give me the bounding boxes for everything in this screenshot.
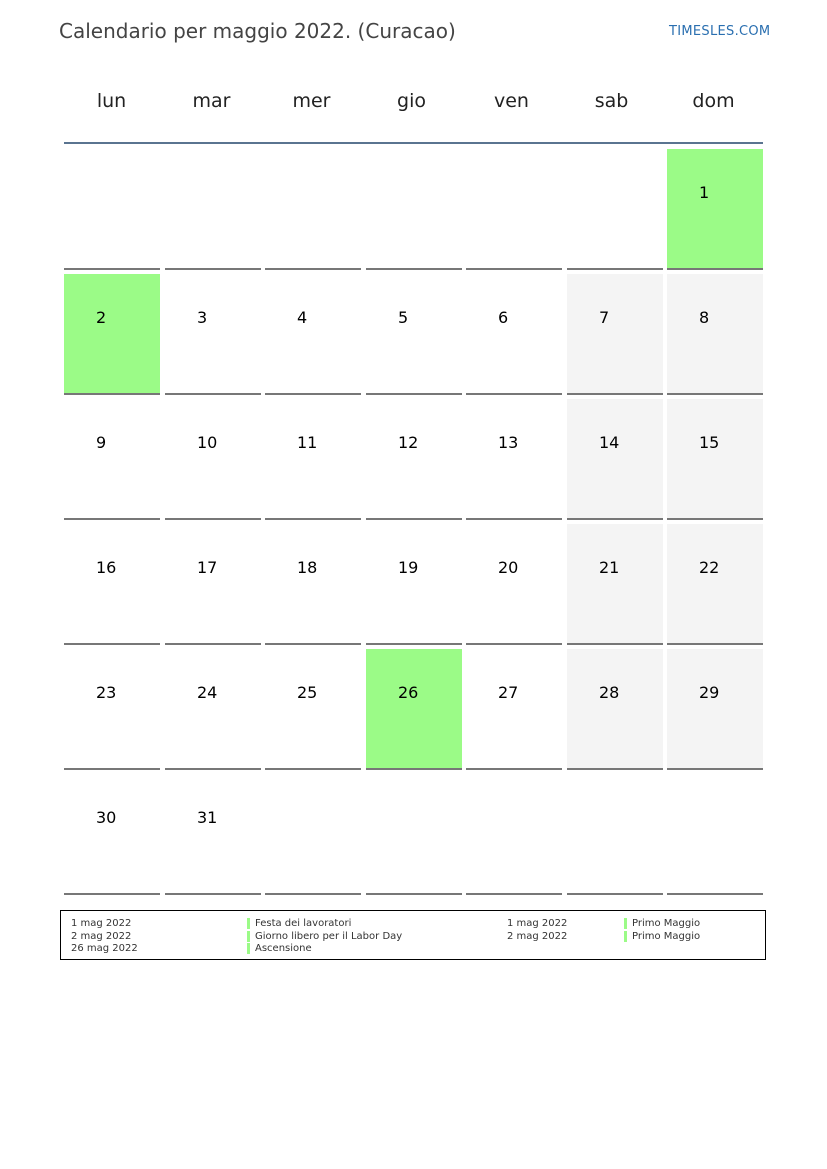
- weekday-label: dom: [692, 90, 735, 112]
- day-number: 7: [599, 308, 610, 327]
- legend-date: 1 mag 2022: [71, 918, 132, 929]
- legend-holiday-name: Festa dei lavoratori: [247, 917, 351, 930]
- day-cell[interactable]: [567, 399, 663, 520]
- day-cell[interactable]: [567, 274, 663, 395]
- legend-holiday-name: Giorno libero per il Labor Day: [247, 930, 402, 943]
- day-cell: [466, 149, 562, 270]
- day-number: 24: [197, 683, 218, 702]
- day-number: 19: [398, 558, 419, 577]
- legend-holiday-name: Primo Maggio: [624, 917, 700, 930]
- day-number: 26: [398, 683, 419, 702]
- day-number: 11: [297, 433, 318, 452]
- weekday-label: mar: [192, 90, 231, 112]
- day-number: 1: [699, 183, 710, 202]
- day-number: 21: [599, 558, 620, 577]
- day-cell[interactable]: [64, 399, 160, 520]
- day-number: 8: [699, 308, 710, 327]
- day-number: 5: [398, 308, 409, 327]
- legend-date: 2 mag 2022: [71, 931, 132, 942]
- day-number: 16: [96, 558, 117, 577]
- weekday-label: lun: [96, 90, 127, 112]
- day-number: 20: [498, 558, 519, 577]
- day-cell: [366, 149, 462, 270]
- calendar-grid: [64, 149, 763, 895]
- day-cell[interactable]: [466, 399, 562, 520]
- day-cell[interactable]: [265, 649, 361, 770]
- day-number: 15: [699, 433, 720, 452]
- day-cell[interactable]: [366, 399, 462, 520]
- day-cell[interactable]: [64, 524, 160, 645]
- legend-date: 26 mag 2022: [71, 943, 138, 954]
- day-number: 10: [197, 433, 218, 452]
- day-cell[interactable]: [366, 524, 462, 645]
- day-number: 22: [699, 558, 720, 577]
- day-cell[interactable]: [165, 274, 261, 395]
- day-cell[interactable]: [667, 649, 763, 770]
- day-cell[interactable]: [366, 649, 462, 770]
- day-number: 6: [498, 308, 509, 327]
- day-cell[interactable]: [165, 524, 261, 645]
- brand-link[interactable]: TIMESLES.COM: [669, 24, 771, 39]
- day-cell: [366, 774, 462, 895]
- day-cell[interactable]: [667, 524, 763, 645]
- day-cell[interactable]: [366, 274, 462, 395]
- day-cell[interactable]: [165, 774, 261, 895]
- day-cell[interactable]: [265, 399, 361, 520]
- day-number: 3: [197, 308, 208, 327]
- day-number: 30: [96, 808, 117, 827]
- day-cell[interactable]: [466, 649, 562, 770]
- day-number: 2: [96, 308, 107, 327]
- weekday-label: sab: [594, 90, 629, 112]
- day-number: 23: [96, 683, 117, 702]
- day-cell[interactable]: [165, 399, 261, 520]
- day-number: 25: [297, 683, 318, 702]
- day-cell: [466, 774, 562, 895]
- weekday-header-row: [64, 90, 763, 118]
- weekday-label: mer: [292, 90, 331, 112]
- day-number: 13: [498, 433, 519, 452]
- day-number: 14: [599, 433, 620, 452]
- day-cell: [567, 149, 663, 270]
- day-cell[interactable]: [667, 274, 763, 395]
- day-cell[interactable]: [64, 274, 160, 395]
- day-number: 29: [699, 683, 720, 702]
- day-cell[interactable]: [567, 649, 663, 770]
- day-cell: [567, 774, 663, 895]
- day-number: 12: [398, 433, 419, 452]
- day-cell: [265, 149, 361, 270]
- day-cell: [165, 149, 261, 270]
- day-cell[interactable]: [567, 524, 663, 645]
- day-cell[interactable]: [667, 149, 763, 270]
- day-number: 9: [96, 433, 107, 452]
- day-number: 27: [498, 683, 519, 702]
- legend-holiday-name: Primo Maggio: [624, 930, 700, 943]
- day-cell[interactable]: [64, 649, 160, 770]
- holiday-legend: [60, 910, 766, 960]
- day-cell[interactable]: [265, 274, 361, 395]
- weekday-label: gio: [397, 90, 426, 112]
- day-cell: [265, 774, 361, 895]
- day-cell: [64, 149, 160, 270]
- weekday-label: ven: [494, 90, 529, 112]
- day-cell[interactable]: [667, 399, 763, 520]
- day-number: 17: [197, 558, 218, 577]
- day-cell[interactable]: [466, 274, 562, 395]
- day-number: 28: [599, 683, 620, 702]
- day-cell[interactable]: [265, 524, 361, 645]
- day-number: 18: [297, 558, 318, 577]
- day-number: 4: [297, 308, 308, 327]
- page-title: Calendario per maggio 2022. (Curacao): [59, 19, 456, 43]
- day-cell: [667, 774, 763, 895]
- header-rule: [64, 142, 763, 144]
- legend-holiday-name: Ascensione: [247, 942, 312, 955]
- day-cell[interactable]: [466, 524, 562, 645]
- legend-date: 1 mag 2022: [507, 918, 568, 929]
- day-cell[interactable]: [64, 774, 160, 895]
- day-cell[interactable]: [165, 649, 261, 770]
- legend-date: 2 mag 2022: [507, 931, 568, 942]
- day-number: 31: [197, 808, 218, 827]
